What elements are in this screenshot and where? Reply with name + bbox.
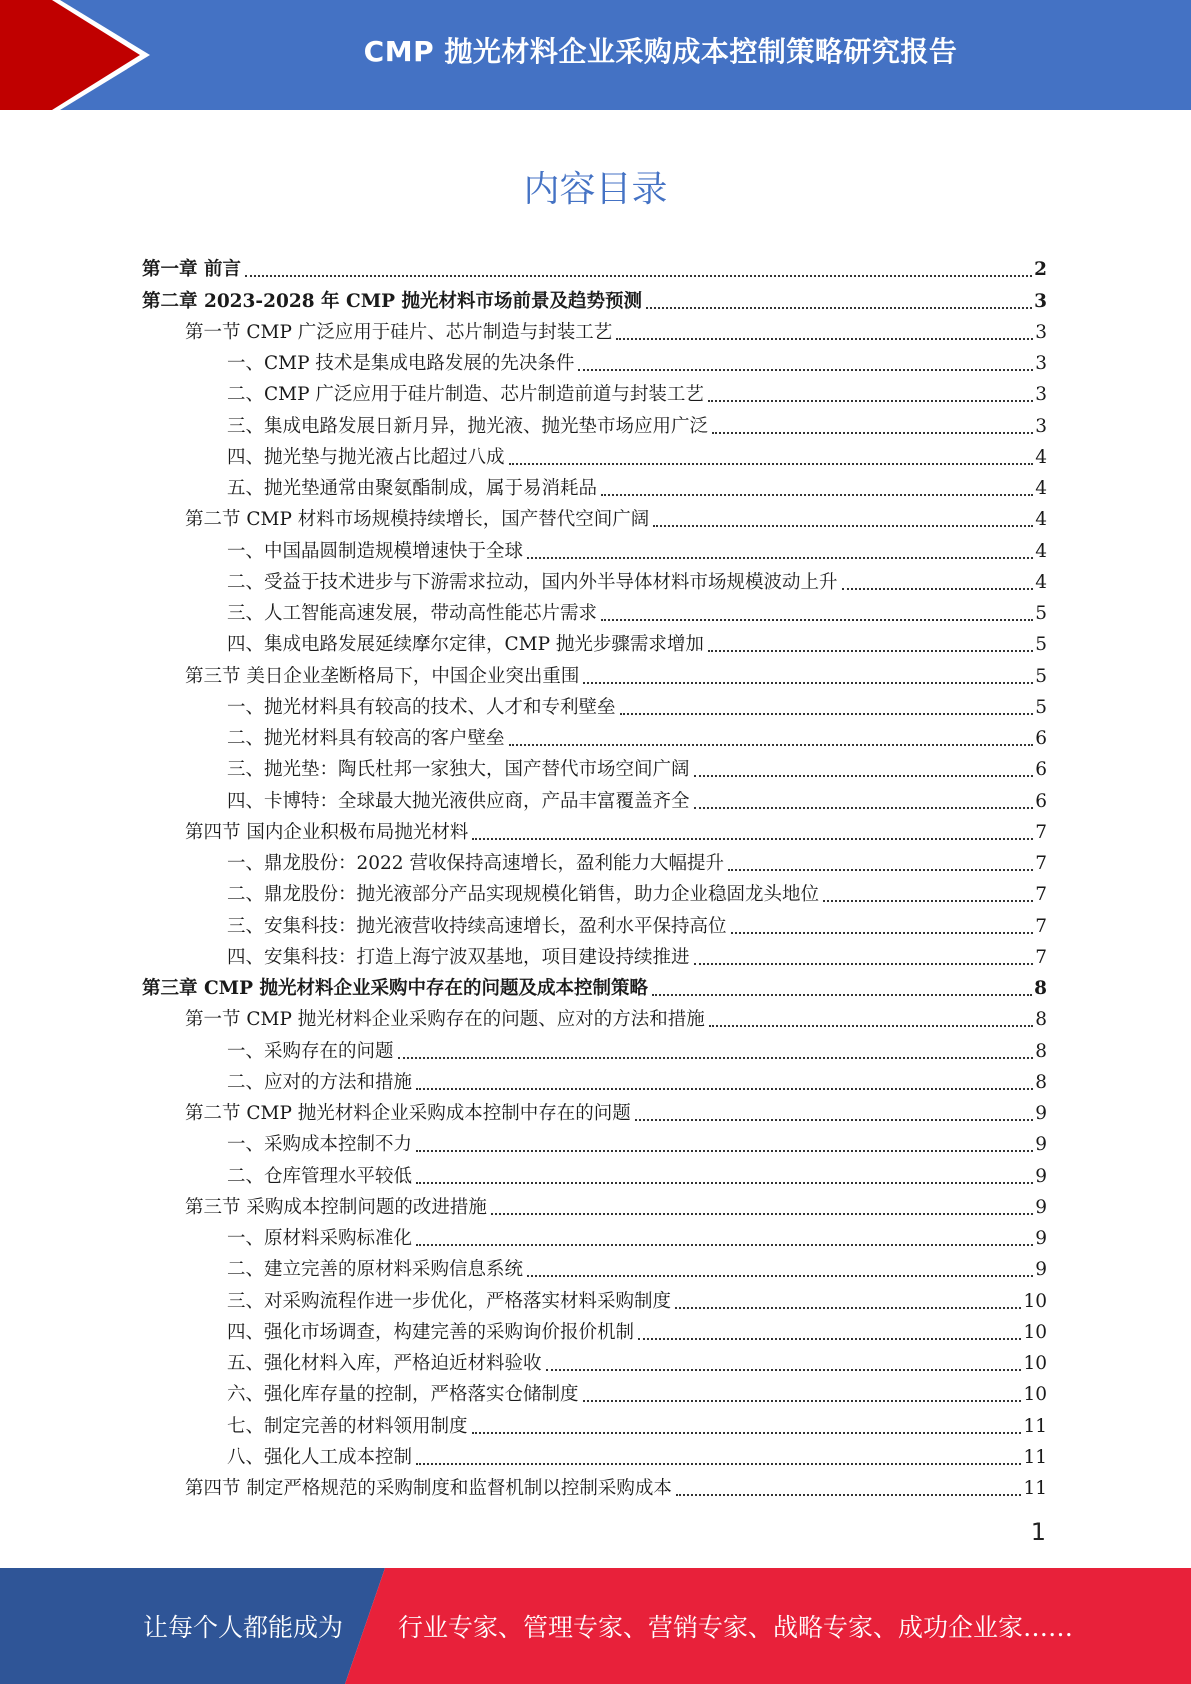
toc-entry[interactable]: [142, 410, 1047, 441]
toc-entry[interactable]: [142, 535, 1047, 566]
toc-entry-title: 八、强化人工成本控制: [227, 1446, 413, 1468]
report-title: CMP 抛光材料企业采购成本控制策略研究报告: [363, 35, 958, 68]
toc-entry[interactable]: [142, 1192, 1047, 1223]
toc-entry[interactable]: [142, 473, 1047, 504]
toc-entry-title: 一、中国晶圆制造规模增速快于全球: [227, 540, 524, 562]
toc-entry-title: 四、集成电路发展延续摩尔定律，CMP 抛光步骤需求增加: [227, 634, 704, 656]
toc-entry-title: 二、应对的方法和措施: [227, 1071, 413, 1093]
toc-entry[interactable]: [142, 1379, 1047, 1410]
toc-dot-leader: [527, 557, 1033, 559]
toc-entry-title: 四、抛光垫与抛光液占比超过八成: [227, 446, 505, 468]
toc-dot-leader: [652, 994, 1032, 996]
toc-entry-title: 五、强化材料入库，严格迫近材料验收: [227, 1353, 542, 1374]
toc-entry-title: 第一章 前言: [142, 259, 241, 281]
toc-dot-leader: [416, 1463, 1021, 1465]
toc-entry-title: 四、强化市场调查，构建完善的采购询价报价机制: [227, 1321, 635, 1343]
toc-entry[interactable]: [142, 317, 1047, 348]
toc-dot-leader: [731, 932, 1034, 934]
toc-dot-leader: [583, 1400, 1022, 1402]
toc-entry-title: 二、鼎龙股份：抛光液部分产品实现规模化销售，助力企业稳固龙头地位: [227, 884, 820, 906]
toc-entry[interactable]: [142, 879, 1047, 910]
footer-slogan-right: 行业专家、管理专家、营销专家、战略专家、成功企业家……: [398, 1613, 1074, 1642]
toc-entry[interactable]: [142, 848, 1047, 879]
toc-entry[interactable]: [142, 817, 1047, 848]
toc-dot-leader: [416, 1150, 1033, 1152]
toc-entry[interactable]: [142, 567, 1047, 598]
toc-entry-title: 一、抛光材料具有较高的技术、人才和专利壁垒: [227, 696, 616, 718]
toc-entry-page: 3: [1035, 415, 1047, 437]
toc-dot-leader: [708, 650, 1033, 652]
header-arrow-icon: [0, 0, 140, 110]
toc-dot-leader: [491, 1213, 1033, 1215]
toc-entry[interactable]: [142, 1285, 1047, 1316]
toc-entry[interactable]: [142, 1223, 1047, 1254]
footer-slogan-left: 让每个人都能成为: [143, 1613, 344, 1642]
toc-entry-title: 第四节 制定严格规范的采购制度和监督机制以控制采购成本: [185, 1478, 672, 1499]
toc-dot-leader: [546, 1369, 1022, 1371]
toc-entry-title: 一、采购成本控制不力: [227, 1134, 413, 1156]
toc-entry-title: 三、抛光垫：陶氏杜邦一家独大，国产替代市场空间广阔: [227, 759, 690, 781]
toc-entry-page: 5: [1035, 634, 1047, 656]
toc-dot-leader: [509, 463, 1034, 465]
toc-dot-leader: [416, 1182, 1033, 1184]
toc-entry-title: 二、受益于技术进步与下游需求拉动，国内外半导体材料市场规模波动上升: [227, 571, 838, 593]
toc-entry[interactable]: [142, 785, 1047, 816]
toc-entry-page: 6: [1035, 790, 1047, 812]
toc-entry[interactable]: [142, 1410, 1047, 1441]
toc-entry-page: 9: [1035, 1134, 1047, 1156]
toc-entry-title: 第三章 CMP 抛光材料企业采购中存在的问题及成本控制策略: [142, 978, 648, 999]
toc-entry-page: 5: [1035, 603, 1047, 624]
toc-dot-leader: [398, 1057, 1034, 1059]
toc-entry[interactable]: [142, 442, 1047, 473]
toc-dot-leader: [416, 1088, 1033, 1090]
toc-entry-title: 二、CMP 广泛应用于硅片制造、芯片制造前道与封装工艺: [227, 384, 704, 406]
toc-entry-title: 四、安集科技：打造上海宁波双基地，项目建设持续推进: [227, 946, 690, 968]
toc-entry-title: 五、抛光垫通常由聚氨酯制成，属于易消耗品: [227, 478, 598, 499]
toc-entry[interactable]: [142, 1442, 1047, 1473]
toc-entry[interactable]: [142, 754, 1047, 785]
toc-entry[interactable]: [142, 660, 1047, 691]
toc-entry-page: 7: [1035, 853, 1047, 874]
toc-entry-page: 4: [1035, 509, 1047, 531]
toc-dot-leader: [823, 900, 1033, 902]
toc-entry-page: 7: [1035, 946, 1047, 968]
toc-entry-page: 3: [1035, 384, 1047, 406]
toc-dot-leader: [708, 400, 1033, 402]
toc-entry-title: 第三节 采购成本控制问题的改进措施: [185, 1196, 487, 1218]
toc-dot-leader: [601, 494, 1033, 496]
toc-entry-title: 六、强化库存量的控制，严格落实仓储制度: [227, 1384, 579, 1406]
toc-entry-page: 10: [1023, 1321, 1047, 1343]
toc-entry[interactable]: [142, 348, 1047, 379]
toc-entry[interactable]: [142, 598, 1047, 629]
toc-entry-page: 5: [1035, 696, 1047, 718]
toc-entry-page: 4: [1035, 540, 1047, 562]
toc-dot-leader: [675, 1307, 1021, 1309]
toc-dot-leader: [601, 619, 1033, 621]
toc-entry-page: 4: [1035, 446, 1047, 468]
toc-entry-title: 一、鼎龙股份：2022 营收保持高速增长，盈利能力大幅提升: [227, 853, 724, 874]
toc-entry-page: 9: [1035, 1196, 1047, 1218]
toc-entry-title: 第二节 CMP 材料市场规模持续增长，国产替代空间广阔: [185, 509, 650, 531]
toc-entry-page: 3: [1035, 353, 1047, 374]
toc-dot-leader: [527, 1275, 1033, 1277]
toc-entry-title: 三、集成电路发展日新月异，抛光液、抛光垫市场应用广泛: [227, 415, 709, 437]
toc-entry-page: 3: [1034, 290, 1047, 312]
toc-entry-title: 二、抛光材料具有较高的客户壁垒: [227, 728, 505, 749]
toc-dot-leader: [709, 1025, 1033, 1027]
toc-entry-page: 9: [1035, 1259, 1047, 1281]
toc-dot-leader: [578, 369, 1033, 371]
toc-entry[interactable]: [142, 1160, 1047, 1191]
toc-entry-title: 三、人工智能高速发展，带动高性能芯片需求: [227, 603, 598, 624]
toc-entry-page: 8: [1035, 1071, 1047, 1093]
toc-dot-leader: [676, 1494, 1022, 1496]
toc-dot-leader: [694, 963, 1034, 965]
toc-entry[interactable]: [142, 1035, 1047, 1066]
toc-entry[interactable]: [142, 942, 1047, 973]
toc-dot-leader: [416, 1244, 1033, 1246]
toc-entry[interactable]: [142, 1067, 1047, 1098]
toc-entry[interactable]: [142, 1348, 1047, 1379]
toc-entry-page: 8: [1034, 978, 1047, 999]
toc-entry-title: 三、对采购流程作进一步优化，严格落实材料采购制度: [227, 1290, 672, 1312]
toc-entry-page: 11: [1023, 1446, 1047, 1468]
toc-entry-page: 7: [1035, 915, 1047, 937]
toc-entry-page: 9: [1035, 1165, 1047, 1187]
toc-dot-leader: [694, 807, 1034, 809]
toc-entry-page: 7: [1035, 821, 1047, 843]
toc-entry-title: 第四节 国内企业积极布局抛光材料: [185, 821, 469, 843]
toc-entry[interactable]: [142, 910, 1047, 941]
toc-entry[interactable]: [142, 1098, 1047, 1129]
toc-entry-page: 7: [1035, 884, 1047, 906]
toc-entry[interactable]: [142, 1004, 1047, 1035]
toc-entry-page: 11: [1023, 1478, 1047, 1499]
table-of-contents: [142, 254, 1047, 1504]
toc-entry-page: 5: [1035, 665, 1047, 687]
toc-dot-leader: [616, 338, 1033, 340]
toc-dot-leader: [653, 525, 1033, 527]
toc-heading: 内容目录: [523, 169, 668, 210]
toc-entry-title: 第二节 CMP 抛光材料企业采购成本控制中存在的问题: [185, 1103, 631, 1124]
toc-entry-page: 9: [1035, 1103, 1047, 1124]
toc-dot-leader: [638, 1338, 1021, 1340]
toc-dot-leader: [635, 1119, 1033, 1121]
toc-entry-page: 6: [1035, 759, 1047, 781]
toc-dot-leader: [472, 1432, 1022, 1434]
toc-entry[interactable]: [142, 723, 1047, 754]
toc-dot-leader: [842, 588, 1034, 590]
toc-entry-page: 10: [1023, 1353, 1047, 1374]
toc-entry-title: 二、仓库管理水平较低: [227, 1165, 413, 1187]
toc-entry-page: 3: [1035, 321, 1047, 343]
toc-entry-page: 9: [1035, 1228, 1047, 1249]
toc-entry[interactable]: [142, 504, 1047, 535]
toc-entry-page: 6: [1035, 728, 1047, 749]
toc-entry[interactable]: [142, 379, 1047, 410]
toc-dot-leader: [728, 869, 1033, 871]
toc-entry[interactable]: [142, 692, 1047, 723]
page-header: [0, 0, 1191, 110]
toc-entry[interactable]: [142, 285, 1047, 316]
toc-entry[interactable]: [142, 1317, 1047, 1348]
toc-dot-leader: [694, 775, 1034, 777]
toc-entry-title: 一、原材料采购标准化: [227, 1228, 413, 1249]
toc-entry-title: 第三节 美日企业垄断格局下，中国企业突出重围: [185, 665, 580, 687]
toc-entry-page: 10: [1023, 1290, 1047, 1312]
toc-entry-title: 一、采购存在的问题: [227, 1040, 394, 1062]
toc-dot-leader: [583, 682, 1033, 684]
toc-entry[interactable]: [142, 973, 1047, 1004]
toc-dot-leader: [712, 432, 1033, 434]
page-number: 1: [1030, 1518, 1046, 1546]
toc-dot-leader: [472, 838, 1033, 840]
toc-entry-title: 二、建立完善的原材料采购信息系统: [227, 1259, 524, 1281]
page-footer: [0, 1568, 1191, 1684]
toc-entry[interactable]: [142, 1473, 1047, 1504]
toc-entry-title: 第一节 CMP 广泛应用于硅片、芯片制造与封装工艺: [185, 321, 613, 343]
toc-entry-page: 8: [1035, 1009, 1047, 1031]
toc-dot-leader: [620, 713, 1034, 715]
toc-entry-title: 七、制定完善的材料领用制度: [227, 1415, 468, 1437]
toc-entry[interactable]: [142, 254, 1047, 285]
toc-dot-leader: [646, 307, 1032, 309]
toc-entry-page: 2: [1034, 259, 1047, 281]
toc-entry-page: 4: [1035, 571, 1047, 593]
toc-dot-leader: [509, 744, 1034, 746]
toc-entry-page: 8: [1035, 1040, 1047, 1062]
toc-entry-page: 10: [1023, 1384, 1047, 1406]
toc-entry-page: 11: [1023, 1415, 1047, 1437]
toc-entry[interactable]: [142, 1254, 1047, 1285]
toc-entry-title: 第一节 CMP 抛光材料企业采购存在的问题、应对的方法和措施: [185, 1009, 705, 1031]
toc-entry-title: 三、安集科技：抛光液营收持续高速增长，盈利水平保持高位: [227, 915, 727, 937]
toc-entry[interactable]: [142, 629, 1047, 660]
toc-entry-page: 4: [1035, 478, 1047, 499]
toc-dot-leader: [245, 275, 1032, 277]
toc-entry-title: 第二章 2023-2028 年 CMP 抛光材料市场前景及趋势预测: [142, 290, 643, 312]
toc-entry[interactable]: [142, 1129, 1047, 1160]
toc-entry-title: 四、卡博特：全球最大抛光液供应商，产品丰富覆盖齐全: [227, 790, 690, 812]
toc-entry-title: 一、CMP 技术是集成电路发展的先决条件: [227, 353, 575, 374]
